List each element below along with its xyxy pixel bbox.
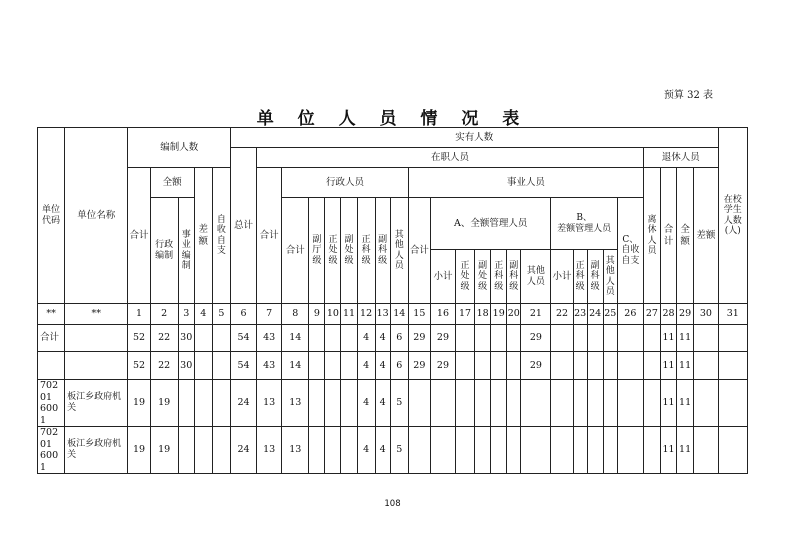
table-cell [507,352,521,380]
personnel-table [37,127,748,474]
col-number: 13 [375,304,390,325]
col-number: 1 [128,304,150,325]
table-cell [507,427,521,474]
table-cell [212,380,230,427]
table-cell [456,427,475,474]
table-cell: 29 [430,325,455,352]
table-cell [643,325,660,352]
col-number: 11 [341,304,357,325]
table-cell: 4 [357,325,375,352]
col-number: 25 [603,304,617,325]
header-cat-c: C、 自收 自支 [617,198,643,304]
table-cell [603,352,617,380]
table-cell [456,325,475,352]
cell-unit-name: 板江乡政府机 关 [65,427,128,474]
table-cell [507,380,521,427]
table-cell: 11 [660,380,676,427]
header-staffing-total: 合计 [128,168,150,304]
table-cell: 4 [375,427,390,474]
header-in-service: 在职人员 [257,148,644,168]
table-cell [194,325,212,352]
header-chief-div: 正 处 级 [325,198,341,304]
col-number: 7 [257,304,282,325]
col-number: 8 [282,304,309,325]
table-cell: 43 [257,352,282,380]
table-cell [309,427,325,474]
table-cell [325,380,341,427]
table-cell [408,380,430,427]
table-cell: 4 [375,325,390,352]
table-cell [456,352,475,380]
table-cell [491,325,507,352]
table-cell: 13 [257,380,282,427]
table-cell [573,352,587,380]
header-staffing: 编制人数 [128,128,231,168]
table-cell [408,427,430,474]
table-cell [643,352,660,380]
col-number: 21 [521,304,551,325]
header-actual: 实有人数 [230,128,718,148]
table-cell [475,352,491,380]
col-number: 31 [718,304,747,325]
table-cell [325,427,341,474]
table-cell: 24 [230,380,256,427]
header-cat-b: B、 差额管理人员 [551,198,617,250]
header-inst-est: 事 业 编 制 [178,198,194,304]
table-cell: 29 [430,352,455,380]
table-cell: 24 [230,427,256,474]
table-cell: 11 [660,325,676,352]
table-cell: 54 [230,352,256,380]
table-cell: 54 [230,325,256,352]
table-cell: 19 [128,380,150,427]
header-deputy-dept: 副 厅 级 [309,198,325,304]
col-number: 16 [430,304,455,325]
table-cell: 4 [357,427,375,474]
col-number: 9 [309,304,325,325]
table-cell: 30 [178,352,194,380]
table-cell [341,352,357,380]
table-cell [573,380,587,427]
table-cell: 14 [282,352,309,380]
table-cell [456,380,475,427]
header-self-funded: 自 收 自 支 [212,168,230,304]
table-cell: 43 [257,325,282,352]
page-number: 108 [384,499,401,509]
table-cell [718,427,747,474]
table-cell [475,427,491,474]
table-cell [341,427,357,474]
table-cell: 22 [150,325,178,352]
header-cat-a: A、全额管理人员 [430,198,551,250]
table-number-label: 预算 32 表 [663,90,713,101]
header-b-chief-sec: 正 科 级 [573,250,587,304]
col-number: 12 [357,304,375,325]
header-retired-full: 全额 [677,168,694,304]
table-cell: 22 [150,352,178,380]
table-cell: 52 [128,325,150,352]
col-number: 6 [230,304,256,325]
table-cell [475,325,491,352]
table-cell [491,427,507,474]
table-cell [521,427,551,474]
table-cell: 29 [521,325,551,352]
header-deputy-div: 副 处 级 [341,198,357,304]
col-number: 10 [325,304,341,325]
table-cell: 11 [660,427,676,474]
table-cell [694,427,718,474]
header-a-chief-div: 正 处 级 [456,250,475,304]
header-admin-total: 合计 [282,198,309,304]
table-cell: 11 [677,352,694,380]
header-admin-staff: 行政人员 [282,168,409,198]
table-cell: 11 [660,352,676,380]
table-cell: 5 [390,427,408,474]
cell-unit-code: 70201 6001 [38,380,65,427]
table-cell [718,380,747,427]
col-number: 3 [178,304,194,325]
table-cell [587,352,603,380]
table-cell [507,325,521,352]
table-cell [587,427,603,474]
table-cell [194,352,212,380]
table-cell: 14 [282,325,309,352]
col-number: 14 [390,304,408,325]
table-cell [643,427,660,474]
cell-unit-name [65,352,128,380]
header-a-chief-sec: 正 科 级 [491,250,507,304]
table-cell [309,380,325,427]
table-cell [587,325,603,352]
table-cell: 6 [390,352,408,380]
cell-unit-name: 板江乡政府机 关 [65,380,128,427]
table-cell [694,325,718,352]
table-cell [325,352,341,380]
col-number: ** [38,304,65,325]
table-cell: 4 [357,380,375,427]
col-number: 29 [677,304,694,325]
table-cell [603,325,617,352]
table-cell [430,380,455,427]
cell-unit-code: 70201 6001 [38,427,65,474]
table-cell: 30 [178,325,194,352]
header-unit-code: 单位 代码 [38,128,65,304]
cell-unit-name [65,325,128,352]
col-number: 19 [491,304,507,325]
table-cell [491,380,507,427]
table-cell [617,427,643,474]
table-cell: 19 [150,380,178,427]
header-a-deputy-sec: 副 科 级 [507,250,521,304]
table-cell [551,325,573,352]
table-cell [551,380,573,427]
header-a-subtotal: 小计 [430,250,455,304]
table-cell: 29 [521,352,551,380]
header-retreat: 离 休 人 员 [643,168,660,304]
header-retired-total: 合计 [660,168,676,304]
header-inst-total: 合计 [408,198,430,304]
header-total: 总计 [230,148,256,304]
col-number: 4 [194,304,212,325]
header-retired-diff: 差额 [694,168,718,304]
cell-unit-code: 合计 [38,325,65,352]
table-cell: 11 [677,325,694,352]
col-number: 15 [408,304,430,325]
column-number-row [38,304,748,325]
table-row [38,325,748,352]
table-cell [694,352,718,380]
table-cell [603,380,617,427]
table-cell [430,427,455,474]
col-number: ** [65,304,128,325]
header-retired: 退休人员 [643,148,718,168]
table-cell [212,325,230,352]
header-b-other: 其 他 人 员 [603,250,617,304]
table-row [38,427,748,474]
table-cell [491,352,507,380]
table-cell [194,380,212,427]
table-cell: 5 [390,380,408,427]
table-cell: 19 [150,427,178,474]
table-cell [341,325,357,352]
table-row [38,380,748,427]
header-a-deputy-div: 副 处 级 [475,250,491,304]
table-cell: 4 [375,380,390,427]
table-cell [212,427,230,474]
col-number: 23 [573,304,587,325]
header-students: 在校 学生 人数 (人) [718,128,747,304]
header-full-funded: 全额 [150,168,194,198]
header-other-staff: 其 他 人 员 [390,198,408,304]
header-a-other: 其他 人员 [521,250,551,304]
table-cell [521,380,551,427]
header-in-service-total: 合计 [257,168,282,304]
table-cell [325,325,341,352]
table-cell [341,380,357,427]
table-cell [178,380,194,427]
table-cell: 6 [390,325,408,352]
table-cell: 13 [282,427,309,474]
table-cell [603,427,617,474]
table-cell [309,352,325,380]
table-cell [551,427,573,474]
table-cell [309,325,325,352]
table-cell: 4 [375,352,390,380]
table-cell [617,352,643,380]
table-cell [718,352,747,380]
cell-unit-code [38,352,65,380]
header-diff: 差额 [194,168,212,304]
col-number: 30 [694,304,718,325]
table-row [38,352,748,380]
table-cell [587,380,603,427]
col-number: 22 [551,304,573,325]
table-cell: 29 [408,325,430,352]
table-cell [551,352,573,380]
col-number: 27 [643,304,660,325]
col-number: 17 [456,304,475,325]
table-cell: 29 [408,352,430,380]
header-inst-staff: 事业人员 [408,168,643,198]
table-cell: 13 [282,380,309,427]
col-number: 5 [212,304,230,325]
table-cell [694,380,718,427]
page-title: 单 位 人 员 情 况 表 [256,109,529,129]
col-number: 28 [660,304,676,325]
table-cell [212,352,230,380]
table-cell [718,325,747,352]
header-admin-est: 行政 编制 [150,198,178,304]
table-cell: 19 [128,427,150,474]
table-cell [194,427,212,474]
table-cell [617,380,643,427]
table-cell: 11 [677,380,694,427]
col-number: 24 [587,304,603,325]
table-cell: 52 [128,352,150,380]
col-number: 18 [475,304,491,325]
header-chief-sec: 正 科 级 [357,198,375,304]
col-number: 26 [617,304,643,325]
header-b-deputy-sec: 副 科 级 [587,250,603,304]
table-cell: 13 [257,427,282,474]
header-unit-name: 单位名称 [65,128,128,304]
table-cell: 4 [357,352,375,380]
table-cell: 11 [677,427,694,474]
header-deputy-sec: 副 科 级 [375,198,390,304]
header-b-subtotal: 小计 [551,250,573,304]
table-cell [643,380,660,427]
col-number: 2 [150,304,178,325]
table-cell [573,427,587,474]
table-cell [475,380,491,427]
table-cell [617,325,643,352]
table-cell [573,325,587,352]
col-number: 20 [507,304,521,325]
table-cell [178,427,194,474]
